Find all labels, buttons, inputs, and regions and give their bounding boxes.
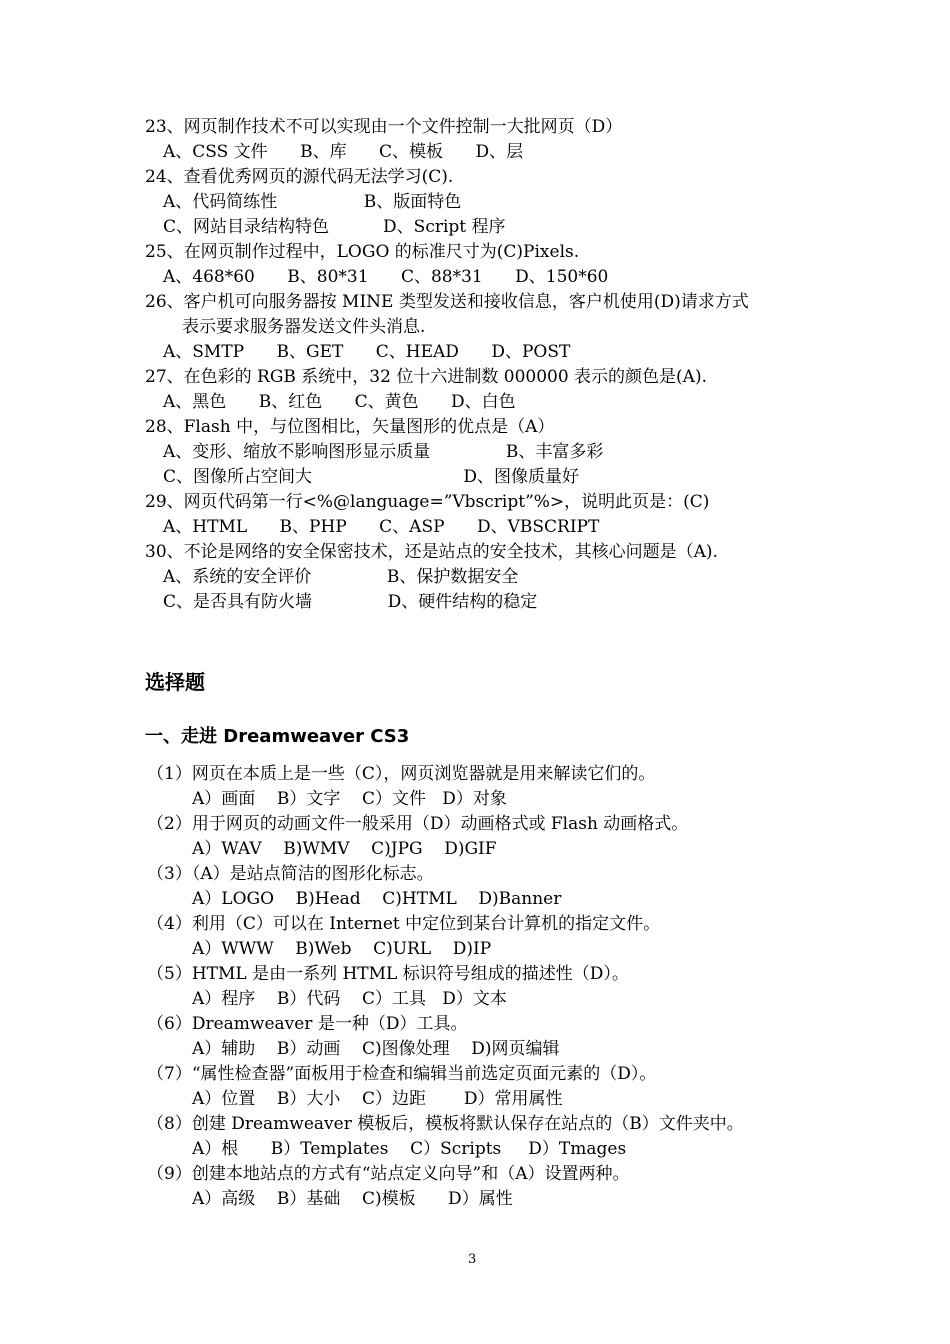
quiz-line: A）根 B）Templates C）Scripts D）Tmages <box>192 1139 627 1159</box>
question-line: 29、网页代码第一行<%@language=”Vbscript”%>，说明此页是：(C) <box>145 492 710 512</box>
question-line: A、变形、缩放不影响图形显示质量 B、丰富多彩 <box>163 442 604 462</box>
quiz-line: A）WAV B)WMV C)JPG D)GIF <box>192 839 497 859</box>
quiz-line: （9）创建本地站点的方式有“站点定义向导”和（A）设置两种。 <box>147 1164 630 1184</box>
quiz-line: A）WWW B)Web C)URL D)IP <box>192 939 492 959</box>
question-line: 25、在网页制作过程中，LOGO 的标准尺寸为(C)Pixels. <box>145 242 580 262</box>
quiz-line: （1）网页在本质上是一些（C），网页浏览器就是用来解读它们的。 <box>147 764 656 784</box>
question-line: A、468*60 B、80*31 C、88*31 D、150*60 <box>163 267 609 287</box>
page-number: 3 <box>468 1252 477 1267</box>
quiz-line: A）位置 B）大小 C）边距 D）常用属性 <box>192 1089 563 1109</box>
quiz-line: （4）利用（C）可以在 Internet 中定位到某台计算机的指定文件。 <box>147 914 661 934</box>
question-line: 23、网页制作技术不可以实现由一个文件控制一大批网页（D） <box>145 117 623 137</box>
question-line: 30、不论是网络的安全保密技术，还是站点的安全技术，其核心问题是（A). <box>145 542 718 562</box>
question-line: A、CSS 文件 B、库 C、模板 D、层 <box>163 142 524 162</box>
quiz-line: （2）用于网页的动画文件一般采用（D）动画格式或 Flash 动画格式。 <box>147 814 689 834</box>
question-line: C、图像所占空间大 D、图像质量好 <box>163 467 579 487</box>
question-line: 26、客户机可向服务器按 MINE 类型发送和接收信息，客户机使用(D)请求方式 <box>145 292 749 312</box>
question-line: A、HTML B、PHP C、ASP D、VBSCRIPT <box>163 517 600 537</box>
question-line: C、网站目录结构特色 D、Script 程序 <box>163 217 506 237</box>
question-line: C、是否具有防火墙 D、硬件结构的稳定 <box>163 592 538 612</box>
subsection-title: 一、走进 Dreamweaver CS3 <box>145 726 410 747</box>
question-line: 27、在色彩的 RGB 系统中，32 位十六进制数 000000 表示的颜色是(A). <box>145 367 707 387</box>
quiz-line: （5）HTML 是由一系列 HTML 标识符号组成的描述性（D）。 <box>147 964 629 984</box>
quiz-line: A）辅助 B）动画 C)图像处理 D)网页编辑 <box>192 1039 560 1059</box>
question-line: A、代码简练性 B、版面特色 <box>163 192 462 212</box>
question-line: 28、Flash 中，与位图相比，矢量图形的优点是（A） <box>145 417 555 437</box>
quiz-line: （3）（A）是站点简洁的图形化标志。 <box>147 864 434 884</box>
quiz-line: A）LOGO B)Head C)HTML D)Banner <box>192 889 562 909</box>
question-line: A、系统的安全评价 B、保护数据安全 <box>163 567 519 587</box>
question-line: 24、查看优秀网页的源代码无法学习(C). <box>145 167 454 187</box>
quiz-line: A）画面 B）文字 C）文件 D）对象 <box>192 789 507 809</box>
section-title: 选择题 <box>145 670 205 694</box>
question-line: A、黑色 B、红色 C、黄色 D、白色 <box>163 392 516 412</box>
quiz-line: A）程序 B）代码 C）工具 D）文本 <box>192 989 507 1009</box>
question-line: A、SMTP B、GET C、HEAD D、POST <box>163 342 571 362</box>
quiz-line: （7）“属性检查器”面板用于检查和编辑当前选定页面元素的（D）。 <box>147 1064 657 1084</box>
quiz-line: （8）创建 Dreamweaver 模板后，模板将默认保存在站点的（B）文件夹中。 <box>147 1114 744 1134</box>
quiz-line: A）高级 B）基础 C)模板 D）属性 <box>192 1189 513 1209</box>
quiz-line: （6）Dreamweaver 是一种（D）工具。 <box>147 1014 468 1034</box>
question-line: 表示要求服务器发送文件头消息. <box>182 317 426 337</box>
